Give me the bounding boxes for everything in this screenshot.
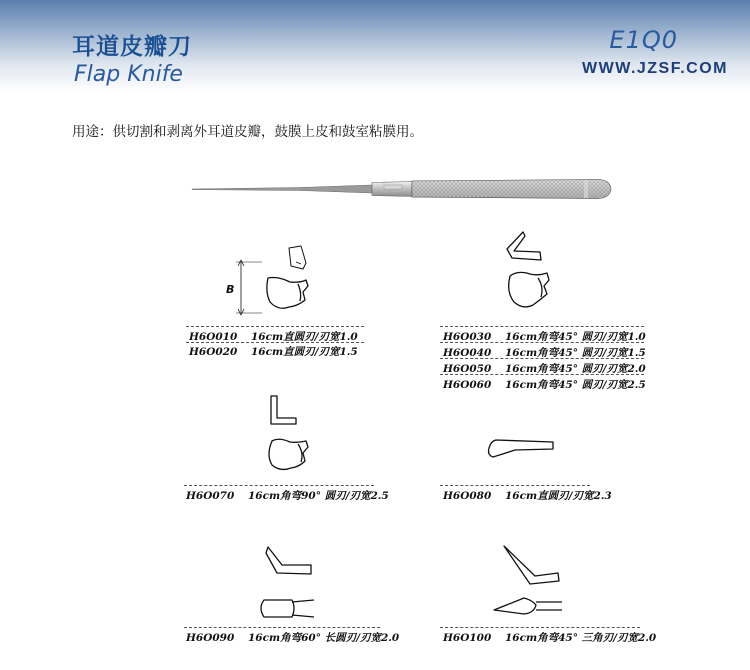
tip-drawing-h6o070 [269, 396, 308, 469]
tip-drawing-h6o030 [507, 232, 549, 307]
product-code: H6O020 [189, 346, 238, 358]
product-code: H6O100 [443, 632, 492, 644]
tip-drawing-h6o010 [236, 246, 308, 315]
product-desc: 16cm角弯60° 长圆刃/刃宽2.0 [248, 632, 400, 644]
spec-divider [440, 485, 590, 486]
website-url[interactable]: WWW.JZSF.COM [582, 60, 728, 77]
tip-drawing-h6o090 [261, 547, 314, 617]
product-desc: 16cm直圆刃/刃宽1.5 [251, 346, 358, 358]
catalog-code: E1Q0 [609, 26, 678, 54]
product-code: H6O090 [186, 632, 235, 644]
page-title-cn: 耳道皮瓣刀 [72, 34, 192, 60]
spec-divider [186, 326, 364, 327]
spec-row [186, 630, 399, 645]
product-desc: 16cm直圆刃/刃宽2.3 [505, 490, 612, 502]
spec-divider [440, 326, 644, 327]
spec-row [443, 377, 646, 392]
spec-divider [184, 627, 380, 628]
product-desc: 16cm角弯45° 圆刃/刃宽2.0 [505, 363, 646, 375]
spec-row [189, 344, 358, 359]
usage-text: 用途：供切割和剥离外耳道皮瓣，鼓膜上皮和鼓室粘膜用。 [72, 124, 423, 140]
product-desc: 16cm角弯45° 圆刃/刃宽2.5 [505, 379, 646, 391]
spec-divider [440, 342, 644, 343]
product-code: H6O070 [186, 490, 235, 502]
product-code: H6O010 [189, 331, 238, 343]
product-code: H6O060 [443, 379, 492, 391]
spec-row [443, 488, 612, 503]
product-desc: 16cm角弯45° 圆刃/刃宽1.5 [505, 347, 646, 359]
spec-divider [440, 627, 640, 628]
product-code: H6O030 [443, 331, 492, 343]
product-desc: 16cm直圆刃/刃宽1.0 [251, 331, 358, 343]
product-desc: 16cm角弯45° 圆刃/刃宽1.0 [505, 331, 646, 343]
spec-divider [184, 485, 374, 486]
spec-divider [440, 358, 644, 359]
product-code: H6O040 [443, 347, 492, 359]
product-code: H6O050 [443, 363, 492, 375]
spec-row [186, 488, 389, 503]
spec-divider [440, 374, 644, 375]
page-title-en: Flap Knife [74, 62, 183, 87]
tip-drawing-h6o080 [489, 440, 554, 457]
dimension-label-b: B [226, 283, 235, 296]
flap-knife-photo [192, 180, 611, 199]
product-desc: 16cm角弯45° 三角刃/刃宽2.0 [505, 632, 657, 644]
spec-row [443, 630, 656, 645]
spec-divider [186, 342, 364, 343]
product-desc: 16cm角弯90° 圆刃/刃宽2.5 [248, 490, 389, 502]
tip-drawing-h6o100 [494, 546, 562, 614]
product-code: H6O080 [443, 490, 492, 502]
